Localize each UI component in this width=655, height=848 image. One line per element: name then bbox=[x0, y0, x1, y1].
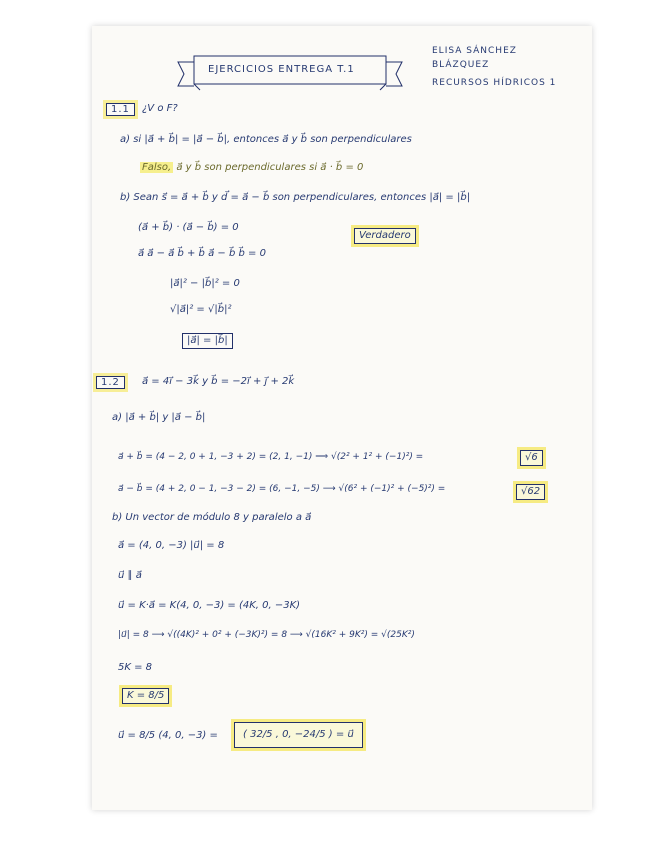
author-course: RECURSOS HÍDRICOS 1 bbox=[432, 78, 557, 88]
k-value-box: K = 8/5 bbox=[122, 688, 169, 704]
answer-a-explanation: a⃗ y b⃗ son perpendiculares si a⃗ · b⃗ = 0 bbox=[176, 162, 364, 173]
part-a-title: a) |a⃗ + b⃗| y |a⃗ − b⃗| bbox=[112, 412, 206, 423]
sum-result-box: √6 bbox=[520, 450, 543, 466]
final-vector-left: u⃗ = 8/5 (4, 0, −3) = bbox=[118, 730, 218, 741]
statement-a: a) si |a⃗ + b⃗| = |a⃗ − b⃗|, entonces a⃗ y b⃗ son perpendiculares bbox=[120, 134, 412, 145]
proof-step: (a⃗ + b⃗) · (a⃗ − b⃗) = 0 bbox=[138, 222, 239, 233]
author-name: ELISA SÁNCHEZ bbox=[432, 46, 517, 56]
answer-a bbox=[140, 162, 363, 174]
solution-step: |u⃗| = 8 ⟶ √((4K)² + 0² + (−3K)²) = 8 ⟶ √(16K² + 9K²) = √(25K²) bbox=[118, 630, 415, 640]
difference-result-box: √62 bbox=[516, 484, 545, 500]
final-vector-box: ( 32/5 , 0, −24/5 ) = u⃗ bbox=[234, 722, 363, 748]
exercise-number-1-1: 1.1 bbox=[106, 103, 135, 116]
notebook-page bbox=[92, 26, 592, 810]
proof-step: √|a⃗|² = √|b⃗|² bbox=[170, 304, 232, 315]
proof-step: |a⃗|² − |b⃗|² = 0 bbox=[170, 278, 240, 289]
solution-step: 5K = 8 bbox=[118, 662, 153, 673]
solution-step: u⃗ ∥ a⃗ bbox=[118, 570, 142, 581]
sum-computation: a⃗ + b⃗ = (4 − 2, 0 + 1, −3 + 2) = (2, 1, −1) ⟹ √(2² + 1² + (−1)²) = bbox=[118, 452, 424, 462]
author-surname: BLÁZQUEZ bbox=[432, 60, 490, 70]
proof-step: a⃗ a⃗ − a⃗ b⃗ + b⃗ a⃗ − b⃗ b⃗ = 0 bbox=[138, 248, 266, 259]
solution-step: a⃗ = (4, 0, −3) |u⃗| = 8 bbox=[118, 540, 225, 551]
answer-a-false: Falso, bbox=[142, 162, 172, 173]
verdict-true-box: Verdadero bbox=[354, 228, 416, 244]
solution-step: u⃗ = K·a⃗ = K(4, 0, −3) = (4K, 0, −3K) bbox=[118, 600, 301, 611]
statement-b: b) Sean s⃗ = a⃗ + b⃗ y d⃗ = a⃗ − b⃗ son perpendiculares, entonces |a⃗| = |b⃗| bbox=[120, 192, 471, 203]
part-b-title: b) Un vector de módulo 8 y paralelo a a⃗ bbox=[112, 512, 312, 523]
vector-definitions: a⃗ = 4i⃗ − 3k⃗ y b⃗ = −2i⃗ + j⃗ + 2k⃗ bbox=[142, 376, 295, 387]
exercise-heading: ¿V o F? bbox=[142, 103, 178, 114]
proof-result-box: |a⃗| = |b⃗| bbox=[182, 333, 233, 349]
page-title: EJERCICIOS ENTREGA T.1 bbox=[208, 64, 355, 75]
exercise-number-1-2: 1.2 bbox=[96, 376, 125, 389]
difference-computation: a⃗ − b⃗ = (4 + 2, 0 − 1, −3 − 2) = (6, −1, −5) ⟶ √(6² + (−1)² + (−5)²) = bbox=[118, 484, 446, 494]
